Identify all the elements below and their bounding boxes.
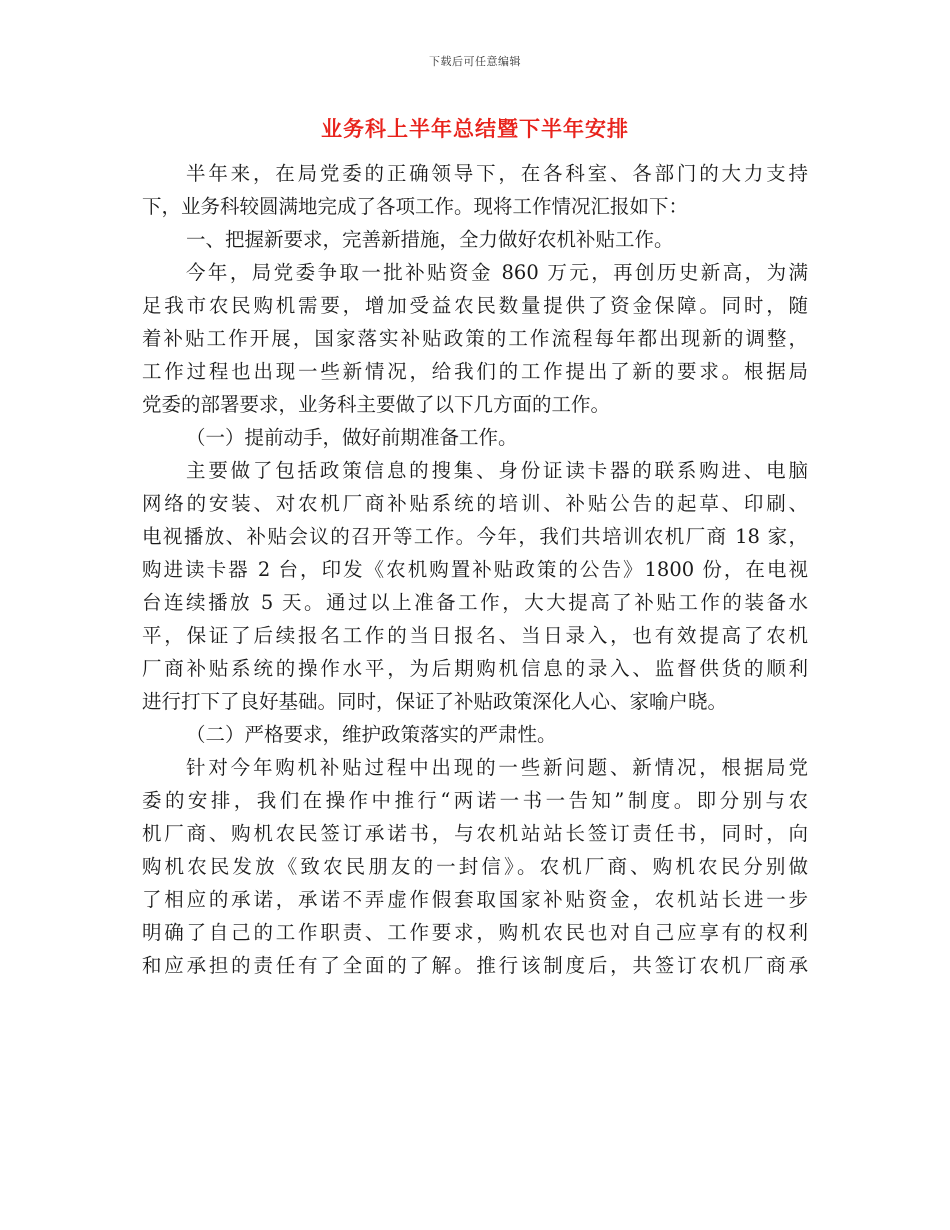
body-line: 针对今年购机补贴过程中出现的一些新问题、新情况，根据局党 <box>186 756 808 779</box>
header-note: 下载后可任意编辑 <box>429 55 521 68</box>
body-line: 和应承担的责任有了全面的了解。推行该制度后，共签订农机厂商承 <box>142 954 808 977</box>
body-line: 委的安排，我们在操作中推行“两诺一书一告知”制度。即分别与农 <box>142 789 808 812</box>
body-line: 台连续播放 5 天。通过以上准备工作，大大提高了补贴工作的装备水 <box>142 591 808 614</box>
body-line: 网络的安装、对农机厂商补贴系统的培训、补贴公告的起草、印刷、 <box>142 492 808 515</box>
document-title: 业务科上半年总结暨下半年安排 <box>321 117 629 141</box>
body-line: 工作过程也出现一些新情况，给我们的工作提出了新的要求。根据局 <box>142 360 808 383</box>
body-line: 主要做了包括政策信息的搜集、身份证读卡器的联系购进、电脑 <box>186 459 808 482</box>
body-line: 一、把握新要求，完善新措施，全力做好农机补贴工作。 <box>186 228 674 251</box>
body-line: 党委的部署要求，业务科主要做了以下几方面的工作。 <box>142 393 611 416</box>
body-line: 进行打下了良好基础。同时，保证了补贴政策深化人心、家喻户晓。 <box>142 690 728 713</box>
body-line: 足我市农民购机需要，增加受益农民数量提供了资金保障。同时，随 <box>142 294 808 317</box>
body-line: 今年，局党委争取一批补贴资金 860 万元，再创历史新高，为满 <box>186 261 808 284</box>
body-line: 机厂商、购机农民签订承诺书，与农机站站长签订责任书，同时，向 <box>142 822 808 845</box>
body-line: 平，保证了后续报名工作的当日报名、当日录入，也有效提高了农机 <box>142 624 808 647</box>
body-line: 下，业务科较圆满地完成了各项工作。现将工作情况汇报如下： <box>142 195 689 218</box>
body-line: 了相应的承诺，承诺不弄虚作假套取国家补贴资金，农机站长进一步 <box>142 888 808 911</box>
body-line: 购机农民发放《致农民朋友的一封信》。农机厂商、购机农民分别做 <box>142 855 808 878</box>
body-line: （二）严格要求，维护政策落实的严肃性。 <box>186 723 557 746</box>
body-line: 明确了自己的工作职责、工作要求，购机农民也对自己应享有的权利 <box>142 921 808 944</box>
body-line: （一）提前动手，做好前期准备工作。 <box>186 426 518 449</box>
body-line: 厂商补贴系统的操作水平，为后期购机信息的录入、监督供货的顺利 <box>142 657 808 680</box>
body-line: 购进读卡器 2 台，印发《农机购置补贴政策的公告》1800 份，在电视 <box>142 558 808 581</box>
body-line: 半年来，在局党委的正确领导下，在各科室、各部门的大力支持 <box>186 162 808 185</box>
body-line: 着补贴工作开展，国家落实补贴政策的工作流程每年都出现新的调整， <box>142 327 808 350</box>
body-line: 电视播放、补贴会议的召开等工作。今年，我们共培训农机厂商 18 家， <box>142 525 808 548</box>
document-body <box>142 157 808 982</box>
